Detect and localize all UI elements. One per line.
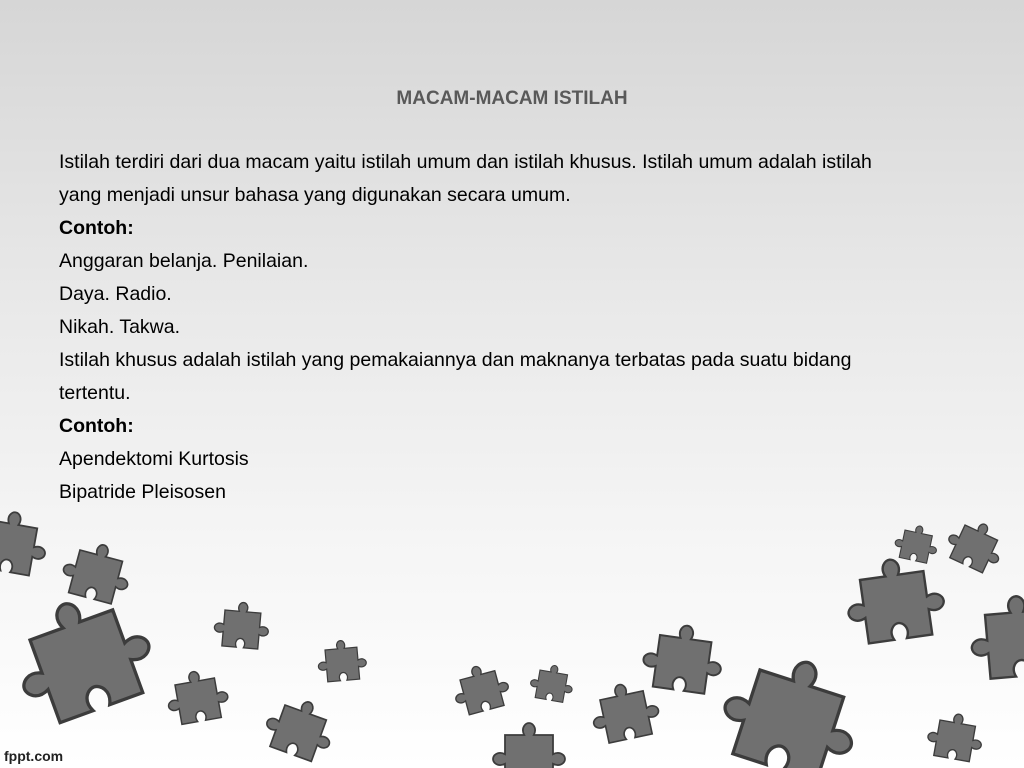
example-line: Apendektomi Kurtosis [59, 448, 249, 470]
example-heading: Contoh: [59, 217, 134, 239]
example-line: Nikah. Takwa. [59, 316, 181, 338]
body-paragraph: Istilah terdiri dari dua macam yaitu istilah umum dan istilah khusus. Istilah umum adalah istilah [59, 151, 872, 173]
body-paragraph: yang menjadi unsur bahasa yang digunakan secara umum. [59, 184, 571, 206]
example-line: Daya. Radio. [59, 283, 172, 305]
body-paragraph: tertentu. [59, 382, 131, 404]
slide-title: MACAM-MACAM ISTILAH [396, 88, 628, 109]
body-paragraph: Istilah khusus adalah istilah yang pemakaiannya dan maknanya terbatas pada suatu bidang [59, 349, 852, 371]
example-heading: Contoh: [59, 415, 134, 437]
fppt-watermark: fppt.com [4, 748, 64, 764]
slide-body [59, 150, 959, 513]
example-line: Anggaran belanja. Penilaian. [59, 250, 309, 272]
example-line: Bipatride Pleisosen [59, 481, 226, 503]
